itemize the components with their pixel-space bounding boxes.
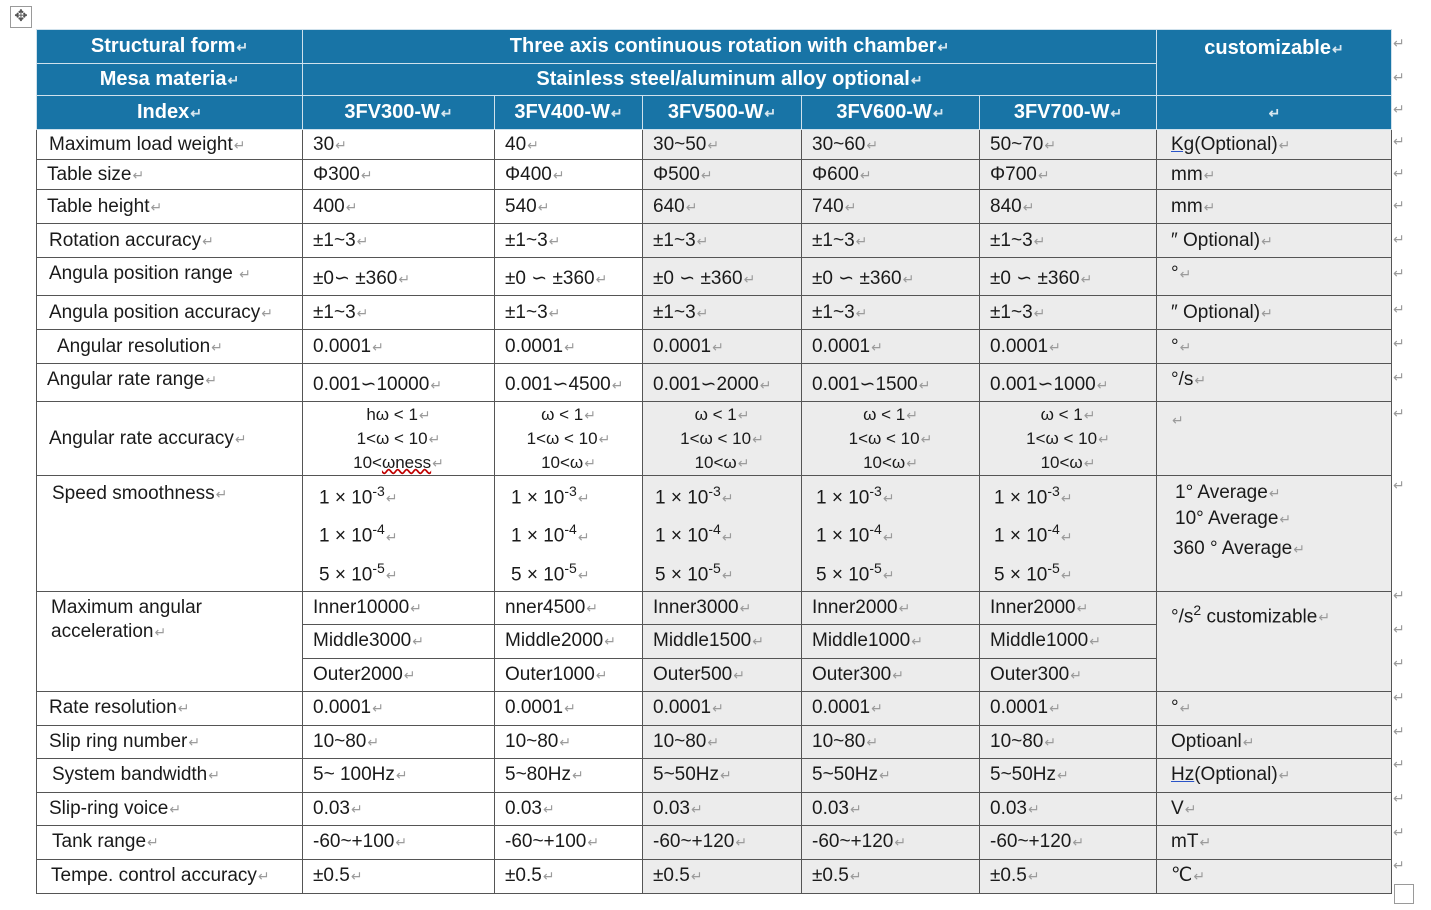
mesa-label: Mesa materia↵: [37, 64, 303, 96]
row-end-mark: ↵: [1393, 824, 1405, 840]
cell-value: $1 \times 10^{-3}↵$ $1 \times 10^{-4}↵$ $5 \times 10^{-5}↵$: [802, 476, 980, 592]
cell-value: 0.001∽4500↵: [495, 364, 643, 402]
row-label: Rate resolution↵: [37, 691, 303, 725]
cell-value: ±1~3↵: [643, 296, 802, 330]
cell-value: -60~+100↵: [303, 825, 495, 859]
cell-value: Inner2000↵: [980, 591, 1157, 624]
spec-table: [36, 29, 1392, 894]
row-label: Table height↵: [37, 190, 303, 224]
structural-form-value: Three axis continuous rotation with chamber↵: [303, 30, 1157, 64]
cell-value: 0.0001↵: [802, 330, 980, 364]
row-end-mark: ↵: [1393, 587, 1405, 603]
unit-header: ↵: [1157, 96, 1392, 130]
mesa-value: Stainless steel/aluminum alloy optional↵: [303, 64, 1157, 96]
cell-value: $1 \times 10^{-3}↵$ $1 \times 10^{-4}↵$ $5 \times 10^{-5}↵$: [303, 476, 495, 592]
cell-value: 10~80↵: [643, 725, 802, 758]
cell-value: -60~+120↵: [643, 825, 802, 859]
cell-value: Outer300↵: [980, 658, 1157, 691]
table-row: [37, 825, 1392, 859]
cell-value: 0.0001↵: [802, 691, 980, 725]
table-row: [37, 160, 1392, 190]
cell-value: ±1~3↵: [802, 224, 980, 258]
cell-value: 0.0001↵: [643, 691, 802, 725]
cell-unit: Kg(Optional)↵: [1157, 130, 1392, 160]
cell-value: ω < 1↵ 1<ω < 10↵ 10<ω↵: [980, 402, 1157, 476]
cell-value: ±0∽ ±360↵: [303, 258, 495, 296]
row-end-mark: ↵: [1393, 265, 1405, 281]
cell-value: 0.03↵: [980, 792, 1157, 825]
row-end-mark: ↵: [1393, 655, 1405, 671]
cell-value: Φ600↵: [802, 160, 980, 190]
cell-value: ±0.5↵: [802, 859, 980, 893]
cell-unit: °↵: [1157, 691, 1392, 725]
table-resize-handle[interactable]: [1394, 884, 1414, 904]
cell-value: 0.0001↵: [495, 691, 643, 725]
cell-value: 5~80Hz↵: [495, 758, 643, 792]
cell-value: 50~70↵: [980, 130, 1157, 160]
cell-value: $1 \times 10^{-3}↵$ $1 \times 10^{-4}↵$ $5 \times 10^{-5}↵$: [980, 476, 1157, 592]
cell-value: 0.03↵: [495, 792, 643, 825]
cell-value: ±0.5↵: [495, 859, 643, 893]
table-row: [37, 758, 1392, 792]
row-end-mark: ↵: [1393, 756, 1405, 772]
cell-unit: mm↵: [1157, 190, 1392, 224]
cell-value: Middle2000↵: [495, 624, 643, 658]
cell-value: 540↵: [495, 190, 643, 224]
cell-value: ±1~3↵: [495, 296, 643, 330]
cell-value: ±1~3↵: [495, 224, 643, 258]
cell-value: ±0 ∽ ±360↵: [802, 258, 980, 296]
cell-value: Outer300↵: [802, 658, 980, 691]
cell-value: 10~80↵: [802, 725, 980, 758]
row-end-mark: ↵: [1393, 723, 1405, 739]
cell-value: 40↵: [495, 130, 643, 160]
cell-value: 740↵: [802, 190, 980, 224]
cell-value: 10~80↵: [980, 725, 1157, 758]
row-end-mark: ↵: [1393, 790, 1405, 806]
cell-value: Outer1000↵: [495, 658, 643, 691]
row-label: Angular resolution↵: [37, 330, 303, 364]
cell-value: $1 \times 10^{-3}↵$ $1 \times 10^{-4}↵$ $5 \times 10^{-5}↵$: [643, 476, 802, 592]
row-end-mark: ↵: [1393, 477, 1405, 493]
table-row: [37, 364, 1392, 402]
row-label: Slip ring number↵: [37, 725, 303, 758]
table-row: [37, 224, 1392, 258]
cell-value: Outer500↵: [643, 658, 802, 691]
cell-value: -60~+100↵: [495, 825, 643, 859]
cell-value: 0.001∽2000↵: [643, 364, 802, 402]
table-row: [37, 296, 1392, 330]
cell-value: 0.03↵: [802, 792, 980, 825]
cell-unit: ↵: [1157, 402, 1392, 476]
cell-value: 0.03↵: [303, 792, 495, 825]
row-label: Table size↵: [37, 160, 303, 190]
cell-value: ±0.5↵: [980, 859, 1157, 893]
cell-value: 10~80↵: [303, 725, 495, 758]
cell-value: -60~+120↵: [802, 825, 980, 859]
cell-value: 5~ 100Hz↵: [303, 758, 495, 792]
cell-value: 0.0001↵: [303, 691, 495, 725]
row-label: Angular rate accuracy↵: [37, 402, 303, 476]
cell-value: ±0 ∽ ±360↵: [495, 258, 643, 296]
cell-value: 0.03↵: [643, 792, 802, 825]
table-row: [37, 591, 1392, 624]
row-label: Angula position accuracy↵: [37, 296, 303, 330]
cell-value: ±0 ∽ ±360↵: [980, 258, 1157, 296]
index-label: Index↵: [37, 96, 303, 130]
row-label: Maximum angular acceleration↵: [37, 591, 303, 691]
cell-value: nner4500↵: [495, 591, 643, 624]
header-row-index: [37, 96, 1392, 130]
cell-value: 0.001∽1500↵: [802, 364, 980, 402]
table-row: [37, 792, 1392, 825]
row-end-mark: ↵: [1393, 35, 1405, 51]
table-row: [37, 476, 1392, 592]
cell-unit: V↵: [1157, 792, 1392, 825]
cell-value: ω < 1↵ 1<ω < 10↵ 10<ω↵: [802, 402, 980, 476]
row-label: Rotation accuracy↵: [37, 224, 303, 258]
cell-value: ±1~3↵: [802, 296, 980, 330]
customizable-header: customizable↵: [1157, 30, 1392, 96]
cell-value: 5~50Hz↵: [980, 758, 1157, 792]
cell-unit: ″ Optional)↵: [1157, 296, 1392, 330]
cell-unit: 1° Average↵ 10° Average↵ 360 ° Average↵: [1157, 476, 1392, 592]
cell-value: 0.0001↵: [495, 330, 643, 364]
table-row: [37, 859, 1392, 893]
cell-value: 840↵: [980, 190, 1157, 224]
row-end-mark: ↵: [1393, 133, 1405, 149]
table-row: [37, 330, 1392, 364]
structural-form-label: Structural form↵: [37, 30, 303, 64]
cell-value: Φ300↵: [303, 160, 495, 190]
cell-value: Φ400↵: [495, 160, 643, 190]
cell-value: Φ500↵: [643, 160, 802, 190]
table-row: [37, 691, 1392, 725]
cell-value: Outer2000↵: [303, 658, 495, 691]
row-label: Angula position range ↵: [37, 258, 303, 296]
row-end-mark: ↵: [1393, 231, 1405, 247]
row-label: Maximum load weight↵: [37, 130, 303, 160]
model-header: 3FV400-W↵: [495, 96, 643, 130]
cell-value: ±1~3↵: [643, 224, 802, 258]
cell-value: Middle1000↵: [802, 624, 980, 658]
cell-unit: mT↵: [1157, 825, 1392, 859]
table-row: [37, 725, 1392, 758]
row-label: Speed smoothness↵: [37, 476, 303, 592]
cell-value: 30~60↵: [802, 130, 980, 160]
cell-value: $1 \times 10^{-3}↵$ $1 \times 10^{-4}↵$ $5 \times 10^{-5}↵$: [495, 476, 643, 592]
cell-value: 5~50Hz↵: [643, 758, 802, 792]
row-label: Tempe. control accuracy↵: [37, 859, 303, 893]
table-move-handle[interactable]: ✥: [10, 6, 32, 28]
table-row: [37, 402, 1392, 476]
cell-value: 0.0001↵: [303, 330, 495, 364]
cell-unit: $^\circ/s^2$ customizable↵: [1157, 591, 1392, 691]
row-end-mark: ↵: [1393, 369, 1405, 385]
row-end-mark: ↵: [1393, 335, 1405, 351]
cell-unit: mm↵: [1157, 160, 1392, 190]
cell-value: 5~50Hz↵: [802, 758, 980, 792]
cell-value: 0.001∽10000↵: [303, 364, 495, 402]
cell-value: 30~50↵: [643, 130, 802, 160]
cell-value: -60~+120↵: [980, 825, 1157, 859]
model-header: 3FV300-W↵: [303, 96, 495, 130]
cell-value: 640↵: [643, 190, 802, 224]
cell-unit: °↵: [1157, 330, 1392, 364]
cell-value: Inner3000↵: [643, 591, 802, 624]
cell-value: Middle1500↵: [643, 624, 802, 658]
cell-value: ±1~3↵: [303, 296, 495, 330]
table-row: [37, 258, 1392, 296]
cell-value: hω < 1↵ 1<ω < 10↵ 10<ωness↵: [303, 402, 495, 476]
table-row: [37, 190, 1392, 224]
cell-unit: ″ Optional)↵: [1157, 224, 1392, 258]
row-end-mark: ↵: [1393, 101, 1405, 117]
model-header: 3FV500-W↵: [643, 96, 802, 130]
cell-value: 0.0001↵: [980, 691, 1157, 725]
cell-value: ω < 1↵ 1<ω < 10↵ 10<ω↵: [643, 402, 802, 476]
table-row: [37, 130, 1392, 160]
cell-value: 0.0001↵: [643, 330, 802, 364]
row-end-mark: ↵: [1393, 689, 1405, 705]
cell-value: ω < 1↵ 1<ω < 10↵ 10<ω↵: [495, 402, 643, 476]
row-end-mark: ↵: [1393, 197, 1405, 213]
cell-unit: ℃↵: [1157, 859, 1392, 893]
cell-value: ±1~3↵: [980, 296, 1157, 330]
cell-value: 0.001∽1000↵: [980, 364, 1157, 402]
row-end-mark: ↵: [1393, 301, 1405, 317]
cell-value: 10~80↵: [495, 725, 643, 758]
header-row-structural-form: [37, 30, 1392, 64]
cell-value: Φ700↵: [980, 160, 1157, 190]
cell-value: 0.0001↵: [980, 330, 1157, 364]
row-label: Tank range↵: [37, 825, 303, 859]
row-label: Slip-ring voice↵: [37, 792, 303, 825]
cell-value: ±0 ∽ ±360↵: [643, 258, 802, 296]
row-end-mark: ↵: [1393, 405, 1405, 421]
model-header: 3FV700-W↵: [980, 96, 1157, 130]
row-label: System bandwidth↵: [37, 758, 303, 792]
row-end-mark: ↵: [1393, 857, 1405, 873]
row-end-mark: ↵: [1393, 165, 1405, 181]
row-label: Angular rate range↵: [37, 364, 303, 402]
row-end-mark: ↵: [1393, 69, 1405, 85]
cell-unit: Optioanl↵: [1157, 725, 1392, 758]
model-header: 3FV600-W↵: [802, 96, 980, 130]
cell-unit: Hz(Optional)↵: [1157, 758, 1392, 792]
cell-value: ±0.5↵: [643, 859, 802, 893]
row-end-mark: ↵: [1393, 621, 1405, 637]
cell-value: Inner10000↵: [303, 591, 495, 624]
cell-value: Middle1000↵: [980, 624, 1157, 658]
cell-unit: °/s↵: [1157, 364, 1392, 402]
cell-value: 30↵: [303, 130, 495, 160]
cell-value: 400↵: [303, 190, 495, 224]
cell-unit: °↵: [1157, 258, 1392, 296]
cell-value: ±1~3↵: [980, 224, 1157, 258]
cell-value: ±1~3↵: [303, 224, 495, 258]
cell-value: Middle3000↵: [303, 624, 495, 658]
cell-value: Inner2000↵: [802, 591, 980, 624]
cell-value: ±0.5↵: [303, 859, 495, 893]
